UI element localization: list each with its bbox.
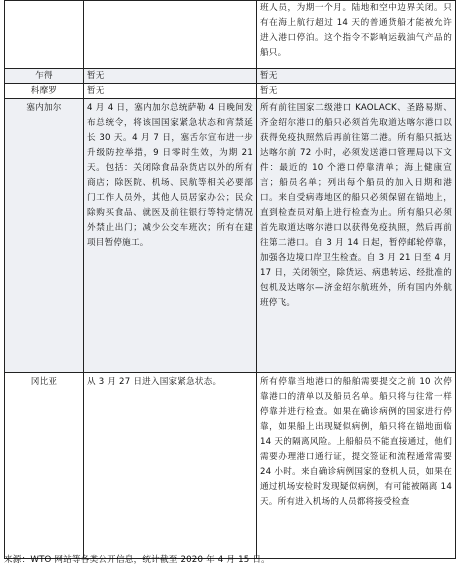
measures-cell: 暂无 (84, 69, 257, 84)
table-row (5, 84, 456, 99)
table-row (5, 69, 456, 84)
country-cell: 乍得 (5, 69, 84, 84)
ports-cell: 所有前往国家二级港口 KAOLACK、圣路易斯、齐金绍尔港口的船只必须首先取道达喀尔港口以获得免疫执照然后再前往第二港。所有船只抵达达喀尔前 72 小时，必须发送港口管理局以下文件：最近的 10 个港口停靠清单；海上健康宣言；船员名单；列出每个船员的加入日期和港口。来自受病毒地区的船只必须保留在锚地上，直到检查员对船上进行检查为止。所有船只必须首先取道达喀尔港口以获得免疫执照，然后再前往第二港口。自 3 月 14 日起，暂停邮轮停靠，加强各边境口岸卫生检查。自 3 月 21 日至 4 月 17 日，关闭领空，除货运、病患转运、经批准的包机及达喀尔—济金绍尔航班外，所有国内外航班停飞。 (257, 99, 456, 373)
country-cell: 塞内加尔 (5, 99, 84, 373)
ports-cell: 所有停靠当地港口的船舶需要提交之前 10 次停靠港口的清单以及船员名单。船只将与往常一样停靠并进行检查。如果在确诊病例的国家进行停靠，如果船上出现疑似病例，船只将在锚地面临 14 天的隔离风险。上船船员不能直接通过，他们需要办理港口通行证，提交签证和流程通常需要 24 小时。来自确诊病例国家的登机人员，如果在通过机场安检时发现疑似病例，有可能被隔离 14 天。所有进入机场的人员都将接受检查 (257, 373, 456, 559)
ports-cell: 班人员，为期一个月。陆地和空中边界关闭。只有在海上航行超过 14 天的普通货船才能被允许进入港口停泊。这个指令不影响运载油气产品的船只。 (257, 1, 456, 69)
measures-cell: 暂无 (84, 84, 257, 99)
country-cell (5, 1, 84, 69)
table-row (5, 373, 456, 559)
measures-cell: 4 月 4 日，塞内加尔总统萨勒 4 日晚间发布总统令，将该国国家紧急状态和宵禁延长 30 天。4 月 7 日，塞舌尔宣布进一步升级防控举措，9 日零时生效，为期 21 天。包括：关闭除食品杂货店以外的所有商店；除医院、机场、民航等相关必要部门工作人员外，其他人员居家办公；民众除购买食品、就医及前往银行等特定情况外禁止出门；减少公交车班次；所有在建项目暂停施工。 (84, 99, 257, 373)
ports-cell: 暂无 (257, 69, 456, 84)
table-row (5, 1, 456, 69)
country-measures-table (4, 0, 456, 559)
measures-cell: 从 3 月 27 日进入国家紧急状态。 (84, 373, 257, 559)
table-row (5, 99, 456, 373)
source-note: 来源：WTO 网站等各类公开信息，统计截至 2020 年 4 月 15 日。 (4, 555, 270, 565)
measures-cell (84, 1, 257, 69)
country-cell: 冈比亚 (5, 373, 84, 559)
ports-cell: 暂无 (257, 84, 456, 99)
country-cell: 科摩罗 (5, 84, 84, 99)
